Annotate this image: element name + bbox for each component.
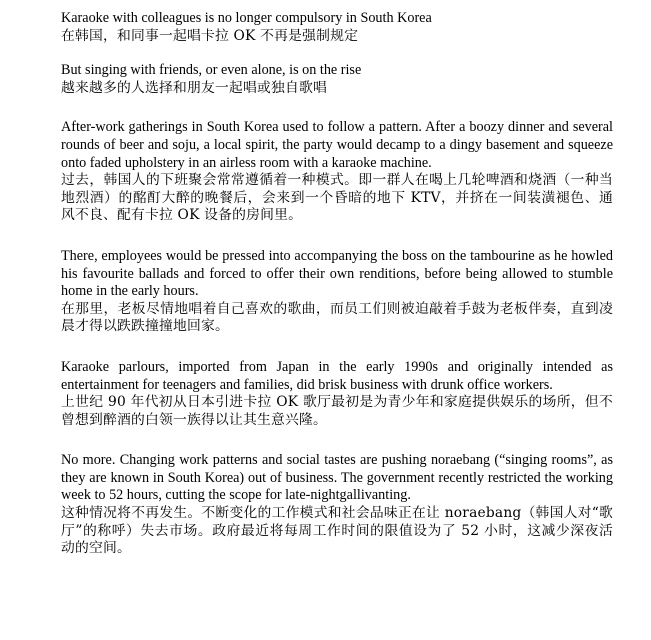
headline-english: Karaoke with colleagues is no longer compulsory in South Korea [61,10,432,26]
paragraph-4-english: No more. Changing work patterns and social tastes are pushing noraebang (“singing rooms”, as they are known in South Korea) out of business. The government recently restricted the working week to 52 hours, cutting the scope for late-nightgallivanting. [61,452,613,504]
subhead-chinese: 越来越多的人选择和朋友一起唱或独自歌唱 [61,79,327,96]
headline-chinese: 在韩国，和同事一起唱卡拉 OK 不再是强制规定 [61,27,359,44]
spacer [61,225,613,248]
spacer [61,336,613,359]
spacer [61,45,613,62]
paragraph-1-english: After-work gatherings in South Korea used to follow a pattern. After a boozy dinner and several rounds of beer and soju, a local spirit, the party would decamp to a dingy basement and squeeze onto faded upholstery in an airless room with a karaoke machine. [61,119,613,171]
paragraph-2-english: There, employees would be pressed into accompanying the boss on the tambourine as he howled his favourite ballads and forced to offer their own renditions, before being allowed to stumble home in the early hours. [61,247,613,300]
subhead-english: But singing with friends, or even alone, is on the rise [61,62,362,79]
paragraph-3-english: Karaoke parlours, imported from Japan in the early 1990s and originally intended as entertainment for teenagers and families, did brisk business with drunk office workers. [61,358,613,393]
paragraph-4-chinese: 这种情况将不再发生。不断变化的工作模式和社会品味正在让 noraebang（韩国人对“歌厅”的称呼）失去市场。政府最近将每周工作时间的限值设为了 52 小时，这减少深夜活动的空间。 [61,505,613,557]
spacer [61,429,613,452]
paragraph-3-chinese: 上世纪 90 年代初从日本引进卡拉 OK 歌厅最初是为青少年和家庭提供娱乐的场所，但不曾想到醉酒的白领一族得以让其生意兴隆。 [61,394,613,428]
paragraph-2-chinese: 在那里，老板尽情地唱着自己喜欢的歌曲，而员工们则被迫敲着手鼓为老板伴奏，直到凌晨才得以跌跌撞撞地回家。 [61,300,613,335]
paragraph-1-chinese: 过去，韩国人的下班聚会常常遵循着一种模式。即一群人在喝上几轮啤酒和烧酒（一种当地烈酒）的酩酊大醉的晚餐后，会来到一个昏暗的地下 KTV，并挤在一间装潢褪色、通风不良、配有卡拉 OK 设备的房间里。 [61,172,613,224]
spacer [61,97,613,119]
